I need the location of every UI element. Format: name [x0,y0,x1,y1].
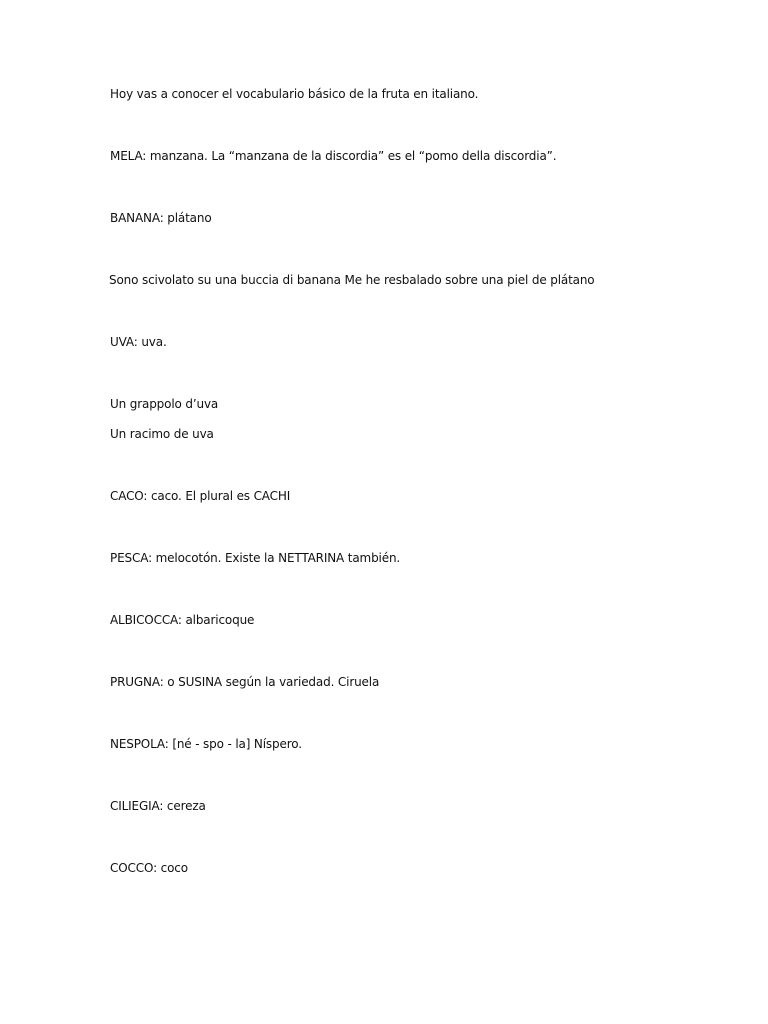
entry-caco: CACO: caco. El plural es CACHI [110,489,291,503]
example-uva-italian: Un grappolo d’uva [110,397,219,411]
entry-mela: MELA: manzana. La “manzana de la discordia” es el “pomo della discordia”. [110,149,557,163]
entry-pesca: PESCA: melocotón. Existe la NETTARINA también. [110,551,401,565]
entry-cocco: COCCO: coco [110,861,188,875]
entry-nespola: NESPOLA: [né - spo - la] Níspero. [110,737,302,751]
entry-prugna: PRUGNA: o SUSINA según la variedad. Ciruela [110,675,380,689]
intro-line: Hoy vas a conocer el vocabulario básico de la fruta en italiano. [110,87,479,101]
entry-ciliegia: CILIEGIA: cereza [110,799,206,813]
example-uva-spanish: Un racimo de uva [110,427,214,441]
example-banana: Sono scivolato su una buccia di banana Me he resbalado sobre una piel de plátano [109,273,595,287]
entry-uva: UVA: uva. [110,335,167,349]
entry-banana: BANANA: plátano [110,211,212,225]
entry-albicocca: ALBICOCCA: albaricoque [110,613,255,627]
